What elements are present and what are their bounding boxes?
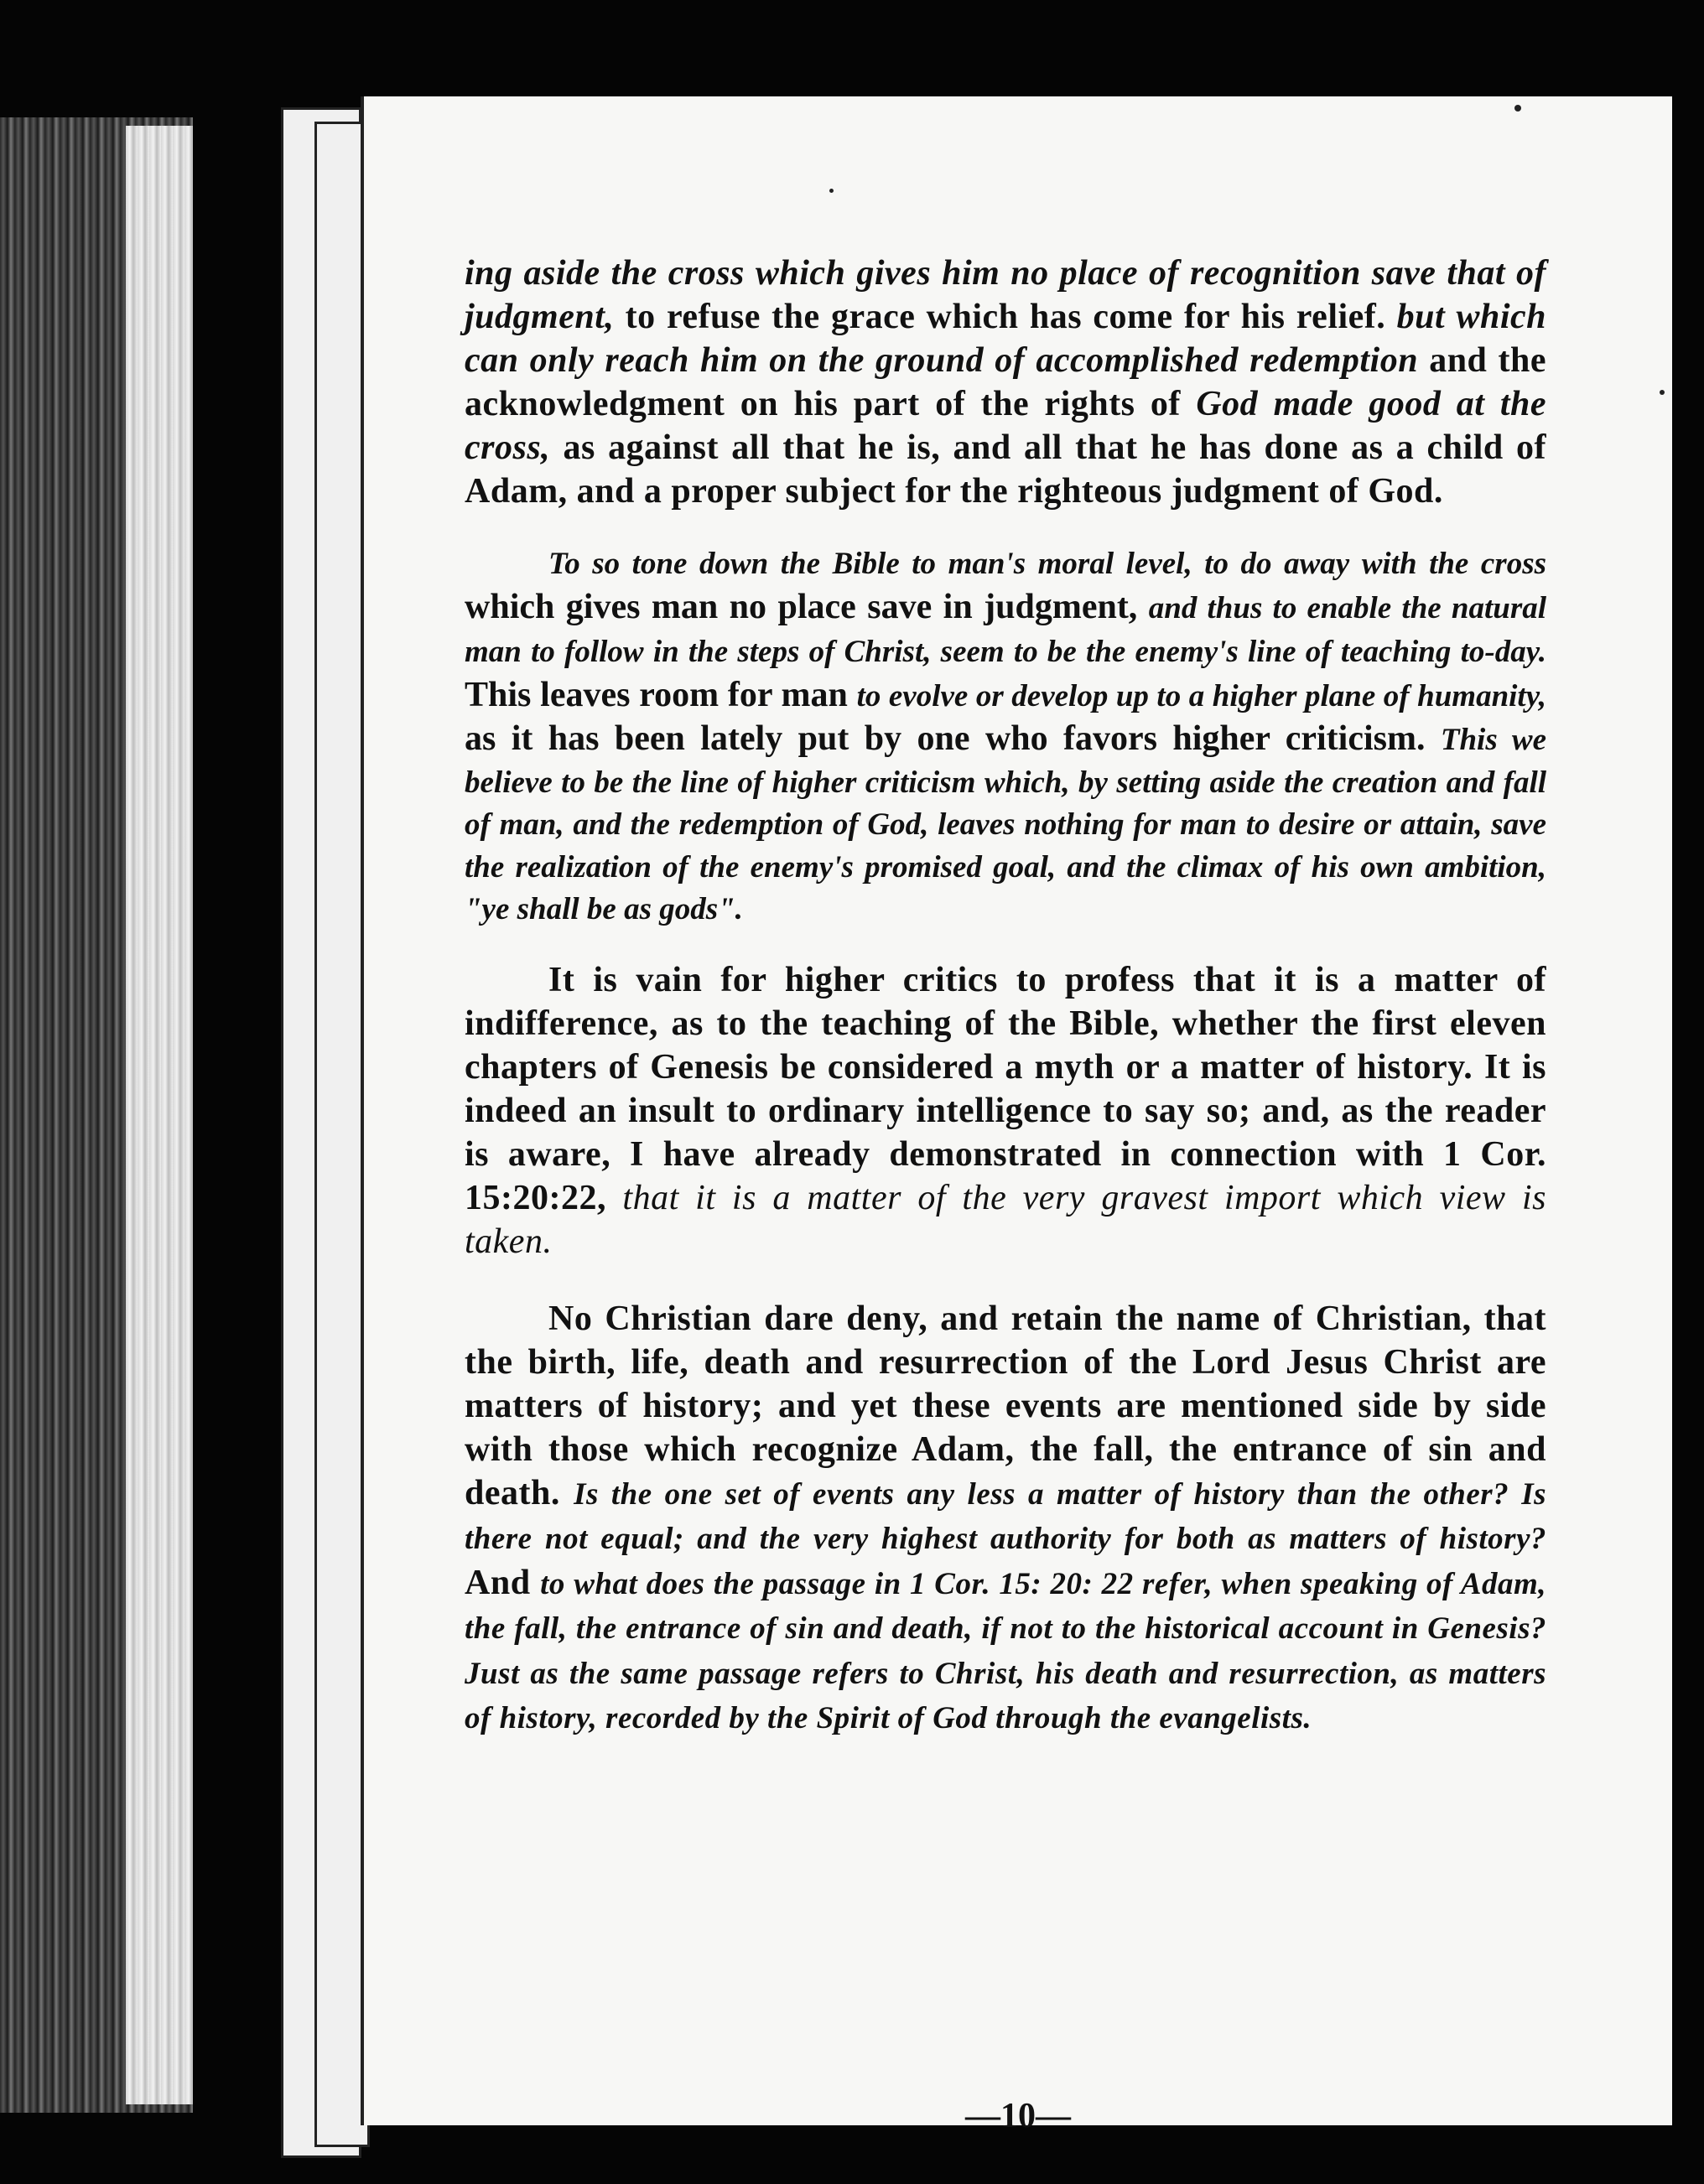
italic-phrase: To so tone down the Bible to man's moral level, to do away with the cross (548, 547, 1546, 581)
text-run: And (465, 1563, 541, 1602)
scan-speck (829, 189, 834, 193)
text-run: No Christian dare deny, and retain the name of Christian, that the birth, life, death and resurrection of the Lord Jesus Christ are matters of history; and yet these events are mentioned side by side with those which recognize Adam, the fall, the entrance of sin and death. (465, 1299, 1546, 1512)
text-run: This leaves room for man (465, 675, 857, 714)
text-run: as against all that he is, and all that he has done as a child of Adam, and a proper subject for the righteous judgment of God. (465, 428, 1546, 511)
text-run: as it has been lately put by one who favors higher criticism. (465, 719, 1441, 758)
italic-phrase: ing aside the cross which gives him no place of recognition save that of judgment, (465, 254, 1546, 336)
paragraph-3 (465, 958, 1546, 1263)
italic-phrase: God made good at the cross, (465, 385, 1546, 467)
text-run: to refuse the grace which has come for his relief. (614, 298, 1397, 336)
paragraph-4 (465, 1297, 1546, 1740)
text-run: It is vain for higher critics to profess that it is a matter of indifference, as to the teaching of the Bible, whether the first eleven chapters of Genesis be considered a myth or a matter of history. It is indeed an insult to ordinary intelligence to say so; and, as the reader is aware, I have already demonstrated in connection with 1 Cor. 15:20:22, (465, 960, 1546, 1217)
page-number: —10— (965, 2097, 1071, 2135)
page-stack-edge (126, 126, 193, 2104)
scan-speck (1514, 105, 1521, 112)
italic-phrase: and thus to enable the natural man to follow in the steps of Christ, seem to be the enemy's line of teaching to-day. (465, 590, 1546, 669)
paragraph-2 (465, 542, 1546, 931)
italic-phrase: Is the one set of events any less a matter of history than the other? Is there not equal; and the very highest authority for both as matters of history? (465, 1476, 1546, 1556)
text-run: which gives man no place save in judgment, (465, 587, 1149, 626)
italic-phrase: This we believe to be the line of higher criticism which, by setting aside the creation and fall of man, and the redemption of God, leaves nothing for man to desire or attain, save the realization of the enemy's promised goal, and the climax of his own ambition, "ye shall be as gods". (465, 723, 1546, 926)
page-body (465, 252, 1546, 1740)
italic-phrase: but which can only reach him on the ground of accomplished redemption (465, 298, 1546, 380)
scan-speck (1660, 390, 1665, 395)
paragraph-1 (465, 252, 1546, 513)
italic-phrase: to evolve or develop up to a higher plane of humanity, (856, 678, 1547, 713)
italic-phrase: that it is a matter of the very gravest import which view is taken. (465, 1178, 1546, 1261)
italic-phrase: to what does the passage in 1 Cor. 15: 20: 22 refer, when speaking of Adam, the fall, the entrance of sin and death, if not to the historical account in Genesis? Just as the same passage refers to Christ, his death and resurrection, as matters of history, recorded by the Spirit of God through the evangelists. (465, 1566, 1546, 1735)
document-page (361, 96, 1672, 2135)
text-run: and the acknowledgment on his part of the rights of (465, 341, 1547, 423)
